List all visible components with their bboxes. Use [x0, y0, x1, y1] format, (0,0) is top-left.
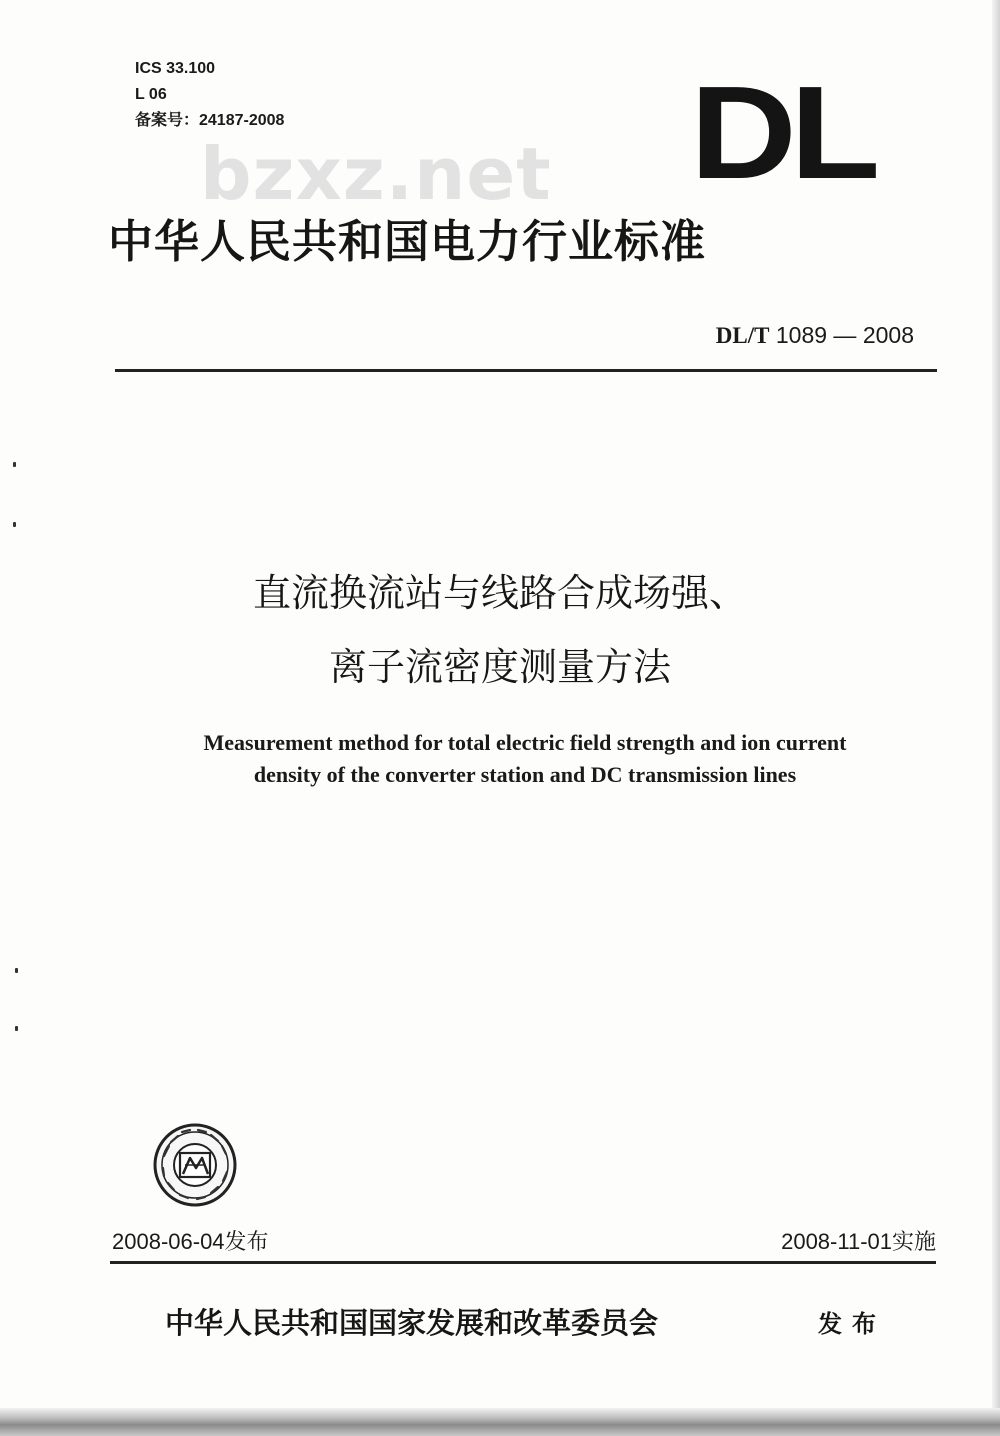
classification-block	[135, 56, 284, 134]
page-bottom-edge	[0, 1408, 1000, 1436]
english-title-line-2: density of the converter station and DC transmission lines	[253, 762, 797, 787]
issue-date: 2008-06-04发布	[112, 1229, 269, 1254]
ics-code: ICS 33.100	[135, 60, 216, 77]
top-divider	[115, 369, 937, 372]
scan-speck	[13, 462, 16, 467]
watermark-text: bzxz.net	[200, 132, 552, 216]
standard-code-number: 1089 — 2008	[775, 322, 914, 348]
standard-code-prefix: DL/T	[715, 323, 770, 348]
publisher-verb: 发布	[818, 1310, 886, 1338]
record-number: 备案号：24187-2008	[135, 112, 285, 129]
bottom-divider	[110, 1261, 936, 1264]
standard-code	[716, 320, 914, 351]
scan-speck	[15, 1026, 18, 1031]
page-right-shadow	[992, 0, 1000, 1436]
publisher-name: 中华人民共和国国家发展和改革委员会	[165, 1306, 659, 1340]
category-code: L 06	[135, 86, 167, 103]
chinese-title	[0, 556, 1000, 704]
publisher-seal-icon	[152, 1122, 238, 1208]
scan-speck	[15, 968, 18, 973]
chinese-title-line-1: 直流换流站与线路合成场强、	[252, 571, 747, 615]
scan-speck	[13, 522, 16, 527]
effective-date: 2008-11-01实施	[781, 1229, 936, 1254]
english-title-line-1: Measurement method for total electric field strength and ion current	[203, 730, 847, 755]
english-title	[0, 727, 1000, 791]
industry-standard-title: 中华人民共和国电力行业标准	[108, 215, 707, 268]
dl-logo: DL	[690, 59, 874, 206]
chinese-title-line-2: 离子流密度测量方法	[328, 645, 671, 689]
